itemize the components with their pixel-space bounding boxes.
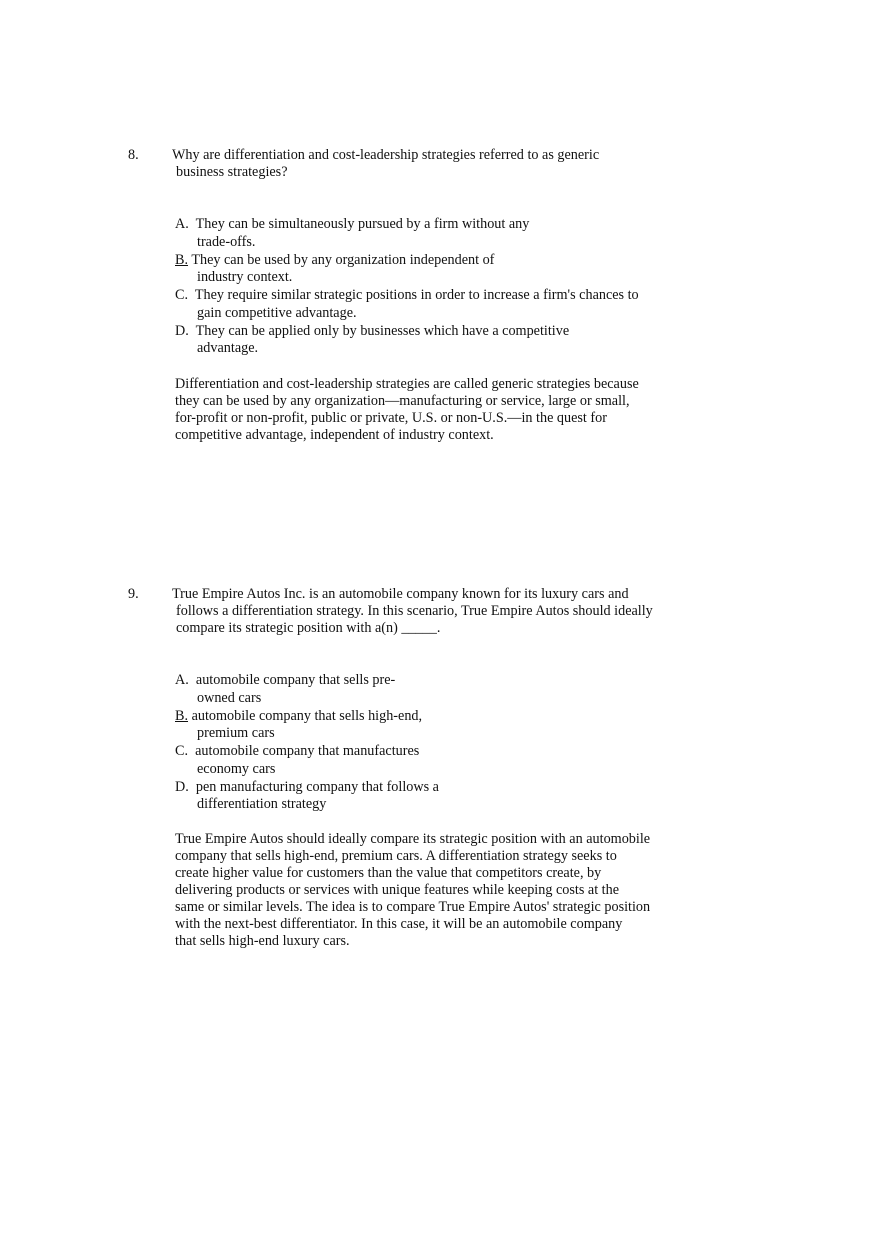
explanation-line: with the next-best differentiator. In this case, it will be an automobile company (175, 916, 623, 932)
option-a (175, 216, 639, 251)
option-letter: C. (175, 743, 189, 759)
stem-line: business strategies? (176, 164, 288, 180)
question-number: 9. (128, 586, 139, 602)
explanation-line: company that sells high-end, premium cars. A differentiation strategy seeks to (175, 848, 617, 864)
option-text: They can be used by any organization independent of (191, 251, 495, 268)
explanation-line: competitive advantage, independent of industry context. (175, 427, 494, 443)
option-text: economy cars (197, 760, 276, 777)
stem-line: True Empire Autos Inc. is an automobile company known for its luxury cars and (172, 586, 629, 602)
stem-line: compare its strategic position with a(n) _____. (176, 620, 441, 636)
option-c (175, 287, 639, 322)
explanation-line: True Empire Autos should ideally compare its strategic position with an automobile (175, 831, 651, 847)
question-stem (172, 586, 672, 637)
option-text: automobile company that sells pre- (195, 672, 396, 688)
option-letter: C. (175, 287, 189, 303)
option-letter: A. (175, 216, 189, 232)
explanation-line: create higher value for customers than the value that competitors create, by (175, 865, 602, 881)
stem-line: follows a differentiation strategy. In this scenario, True Empire Autos should ideally (176, 603, 653, 619)
option-text: They can be simultaneously pursued by a firm without any (195, 216, 530, 232)
stem-line: Why are differentiation and cost-leadership strategies referred to as generic (172, 147, 600, 163)
explanation-line: delivering products or services with unique features while keeping costs at the (175, 882, 620, 898)
option-b (175, 252, 639, 287)
answer-options (175, 672, 439, 814)
option-b (175, 708, 439, 743)
option-letter-correct: B. (175, 251, 189, 268)
option-text: They require similar strategic positions in order to increase a firm's chances to (194, 287, 639, 303)
option-d (175, 323, 639, 358)
option-text: automobile company that sells high-end, (191, 707, 423, 724)
option-text: advantage. (197, 340, 259, 356)
option-text: owned cars (197, 689, 262, 706)
answer-explanation (175, 376, 675, 444)
option-text: trade-offs. (197, 233, 256, 250)
explanation-line: for-profit or non-profit, public or private, U.S. or non-U.S.—in the quest for (175, 410, 607, 426)
question-stem (172, 147, 672, 181)
option-d (175, 779, 439, 814)
option-text: They can be applied only by businesses which have a competitive (195, 322, 570, 339)
explanation-line: that sells high-end luxury cars. (175, 933, 350, 949)
option-letter: D. (175, 322, 189, 339)
option-text: automobile company that manufactures (195, 743, 420, 759)
answer-explanation (175, 831, 675, 950)
answer-options (175, 216, 639, 358)
explanation-line: they can be used by any organization—manufacturing or service, large or small, (175, 393, 630, 409)
question-number: 8. (128, 147, 139, 163)
option-letter: D. (175, 778, 189, 795)
option-letter-correct: B. (175, 707, 189, 724)
explanation-line: Differentiation and cost-leadership strategies are called generic strategies because (175, 376, 639, 392)
option-c (175, 743, 439, 778)
option-text: industry context. (197, 269, 293, 285)
option-a (175, 672, 439, 707)
option-text: gain competitive advantage. (197, 304, 357, 321)
option-text: differentiation strategy (197, 796, 327, 812)
option-text: premium cars (197, 725, 275, 741)
option-text: pen manufacturing company that follows a (195, 778, 439, 795)
explanation-line: same or similar levels. The idea is to compare True Empire Autos' strategic position (175, 899, 651, 915)
option-letter: A. (175, 672, 189, 688)
